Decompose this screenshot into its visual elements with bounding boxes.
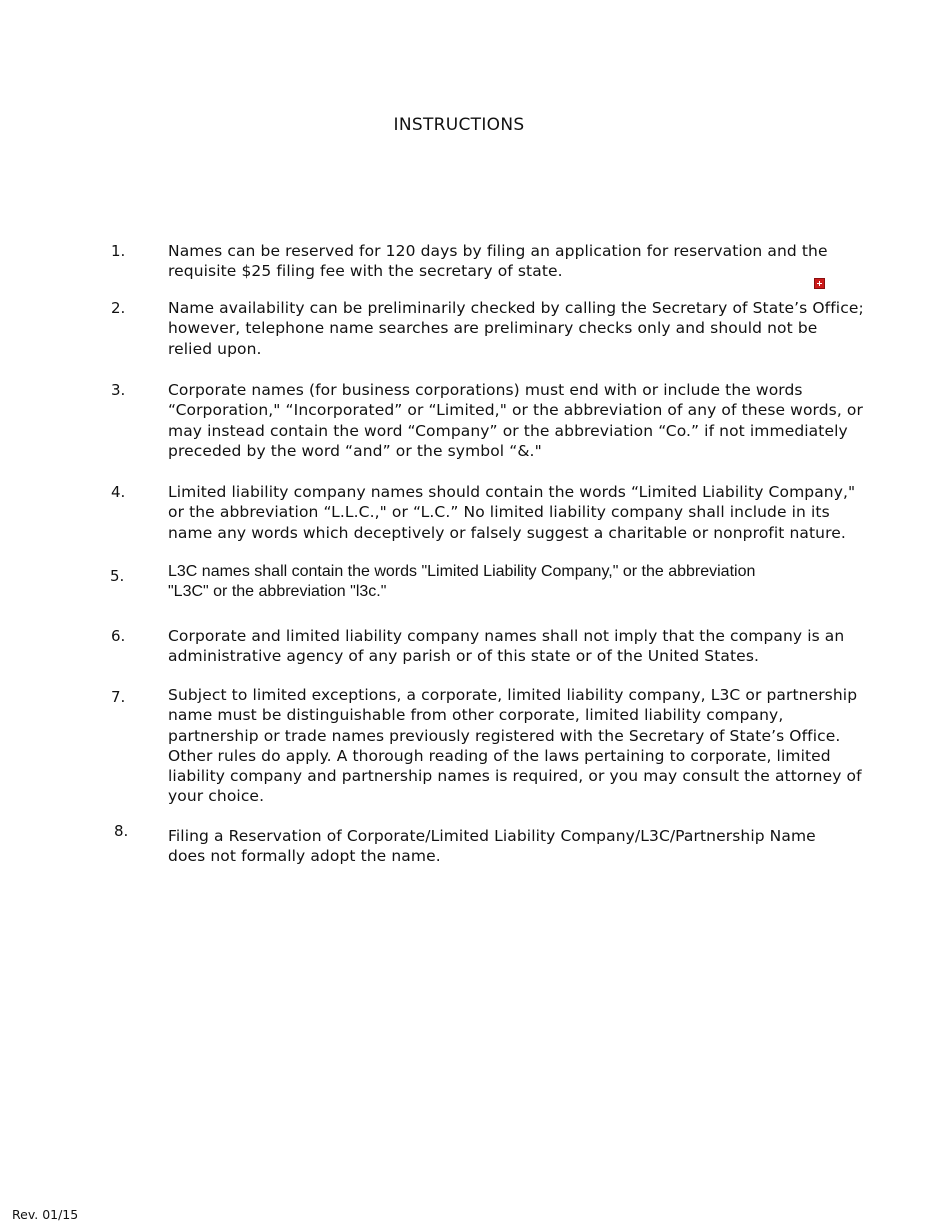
item-5-line-2: "L3C" or the abbreviation "l3c.": [168, 583, 387, 601]
item-text-3: [168, 380, 863, 461]
item-7-line-1: Subject to limited exceptions, a corporate, limited liability company, L3C or partnership: [168, 686, 858, 704]
item-6-line-1: Corporate and limited liability company names shall not imply that the company is an: [168, 627, 845, 645]
item-5-line-1: L3C names shall contain the words "Limited Liability Company," or the abbreviation: [168, 563, 756, 580]
item-2-line-3: relied upon.: [168, 339, 262, 358]
item-6-line-2: administrative agency of any parish or of this state or of the United States.: [168, 647, 760, 666]
item-7-line-6: your choice.: [168, 787, 265, 806]
item-number-2: 2.: [111, 299, 126, 317]
item-3-line-2: “Corporation," “Incorporated” or “Limited," or the abbreviation of any of these words, or: [168, 401, 863, 420]
item-2-line-1: Name availability can be preliminarily checked by calling the Secretary of State’s Office;: [168, 299, 864, 317]
item-number-1: 1.: [111, 242, 126, 260]
item-3-line-1: Corporate names (for business corporations) must end with or include the words: [168, 381, 803, 399]
item-7-line-2: name must be distinguishable from other corporate, limited liability company,: [168, 706, 784, 725]
item-8-line-1: Filing a Reservation of Corporate/Limited Liability Company/L3C/Partnership Name: [168, 827, 816, 845]
item-7-line-4: Other rules do apply. A thorough reading of the laws pertaining to corporate, limited: [168, 746, 831, 765]
item-4-line-2: or the abbreviation “L.L.C.," or “L.C.” No limited liability company shall include in its: [168, 503, 830, 522]
plus-icon[interactable]: [814, 278, 825, 289]
item-1-line-2: requisite $25 filing fee with the secretary of state.: [168, 262, 563, 281]
item-8-line-2: does not formally adopt the name.: [168, 847, 441, 866]
item-7-line-3: partnership or trade names previously registered with the Secretary of State’s Office.: [168, 726, 841, 745]
item-text-6: [168, 626, 845, 667]
item-4-line-1: Limited liability company names should contain the words “Limited Liability Company,": [168, 483, 856, 501]
item-text-1: [168, 241, 838, 282]
item-text-5: [168, 562, 838, 603]
item-2-line-2: however, telephone name searches are preliminary checks only and should not be: [168, 319, 818, 338]
item-text-8: [168, 826, 838, 867]
item-text-7: [168, 685, 862, 807]
item-7-line-5: liability company and partnership names is required, or you may consult the attorney of: [168, 767, 862, 786]
page-title: INSTRUCTIONS: [393, 115, 525, 135]
item-number-8: 8.: [114, 822, 129, 840]
item-number-6: 6.: [111, 627, 126, 645]
revision-label: Rev. 01/15: [12, 1207, 79, 1222]
item-number-5: 5.: [110, 567, 125, 585]
item-3-line-4: preceded by the word “and” or the symbol “&.": [168, 441, 542, 460]
item-3-line-3: may instead contain the word “Company” or the abbreviation “Co.” if not immediately: [168, 421, 848, 440]
item-text-2: [168, 298, 864, 359]
item-number-7: 7.: [111, 688, 126, 706]
item-number-3: 3.: [111, 381, 126, 399]
item-number-4: 4.: [111, 483, 126, 501]
item-text-4: [168, 482, 856, 543]
item-4-line-3: name any words which deceptively or falsely suggest a charitable or nonprofit nature.: [168, 523, 846, 542]
item-1-line-1: Names can be reserved for 120 days by filing an application for reservation and the: [168, 242, 828, 260]
